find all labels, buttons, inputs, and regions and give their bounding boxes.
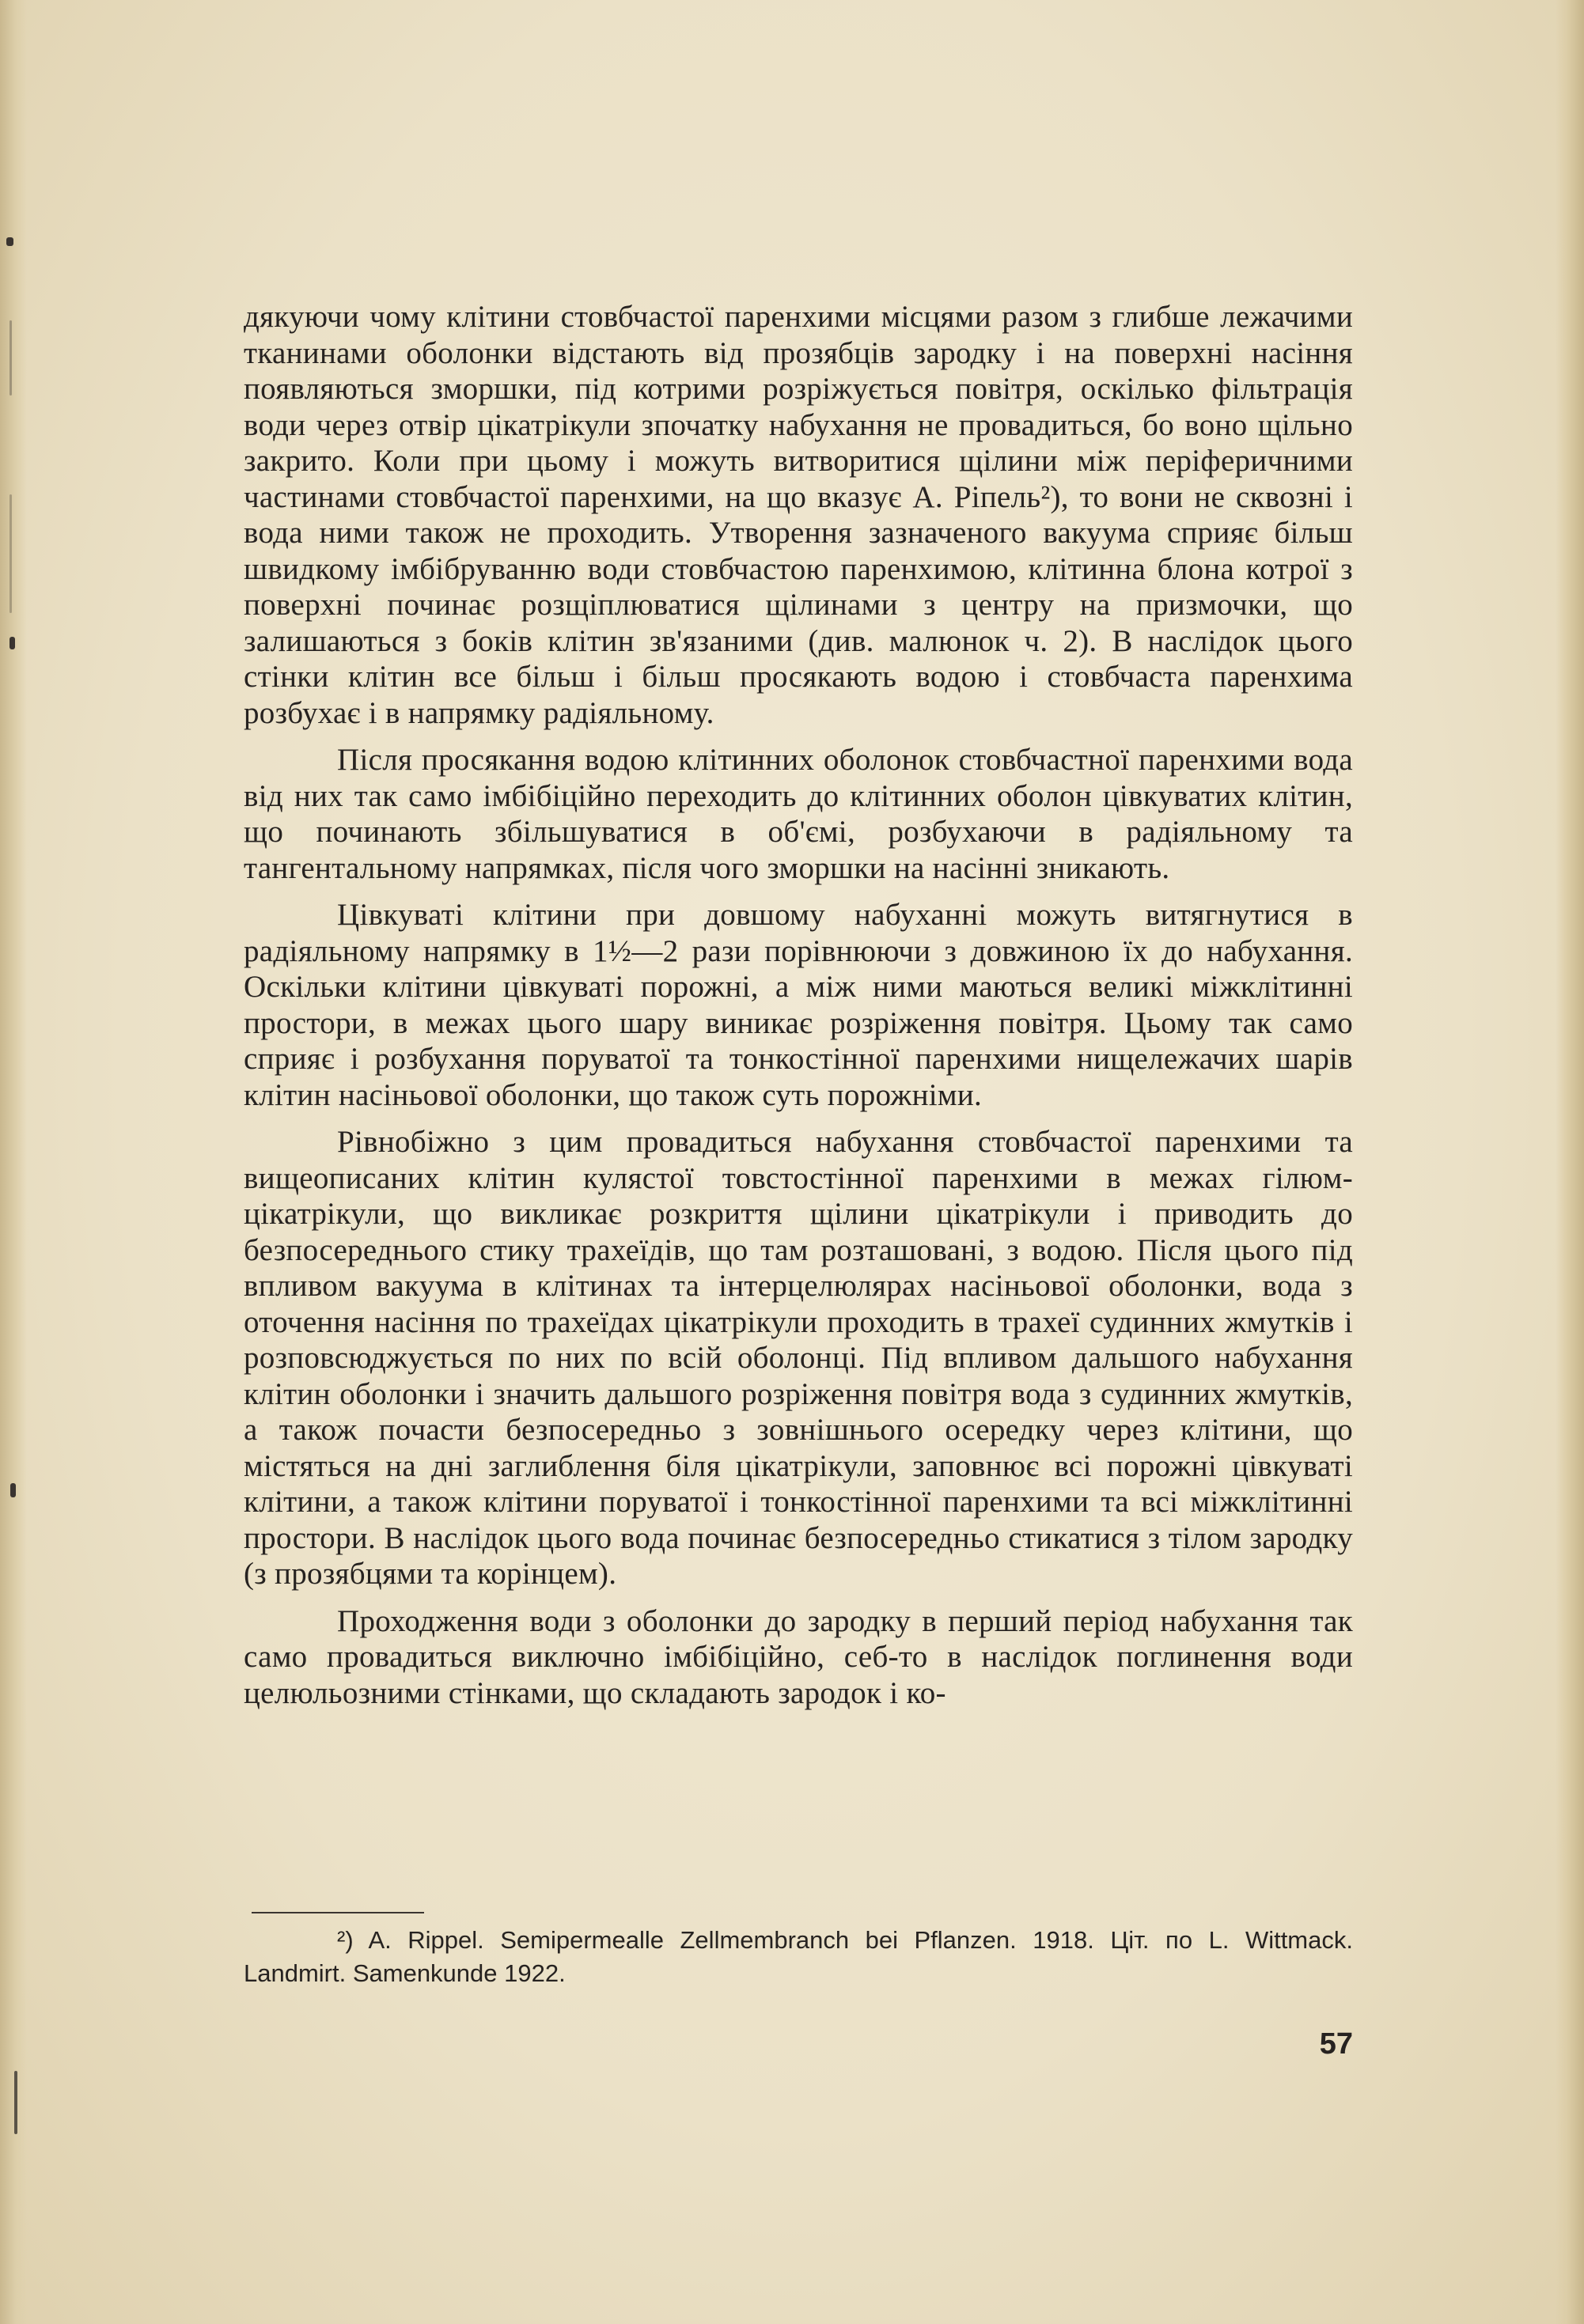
body-text xyxy=(244,299,1353,1722)
margin-speck xyxy=(9,320,12,396)
margin-speck xyxy=(9,637,15,649)
paragraph: Проходження води з оболонки до зародку в перший період набухання так само провадиться виключно імбібіційно, себ-то в наслідок поглинення води целюльозними стінками, що складають зародок і ко- xyxy=(244,1603,1353,1710)
margin-speck xyxy=(10,1483,16,1497)
paragraph: дякуючи чому клітини стовбчастої паренхими місцями разом з глибше лежачими тканинами оболонки відстають від прозябців зародку і на поверхні насіння появляються зморшки, під котрими розріжується повітря, оскілько фільтрація води через отвір цікатрікули зпочатку набухання не провадиться, бо воно щільно закрито. Коли при цьому і можуть витворитися щілини між періферичними частинами стовбчастої паренхими, на що вказує А. Ріпель²), то вони не сквозні і вода ними також не проходить. Утворення зазначеного вакуума сприяє більш швидкому імбібруванню води стовбчастою паренхимою, клітинна блона котрої з поверхні починає розщіплюватися щілинами з центру на призмочки, що залишаються з боків клітин зв'язаними (див. малюнок ч. 2). В наслідок цього стінки клітин все більш і більш просякають водою і стовбчаста паренхима розбухає і в напрямку радіяльному. xyxy=(244,300,1353,730)
footnote-separator xyxy=(252,1912,424,1913)
paragraph: Цівкуваті клітини при довшому набуханні можуть витягнутися в радіяльному напрямку в 1½—2 рази порівнюючи з довжиною їх до набухання. Оскільки клітини цівкуваті порожні, а між ними маються великі міжклітинні простори, в межах цього шару виникає розріження повітря. Цьому так само сприяє і розбухання поруватої та тонкостінної паренхими нищележачих шарів клітин насіньової оболонки, що також суть порожніми. xyxy=(244,898,1353,1112)
paragraph: Після просякання водою клітинних оболонок стовбчастної паренхими вода від них так само імбібіційно переходить до клітинних оболон цівкуватих клітин, що починають збільшуватися в об'ємі, розбухаючи в радіяльному та тангентальному напрямках, після чого зморшки на насінні зникають. xyxy=(244,743,1353,885)
paragraph: Рівнобіжно з цим провадиться набухання стовбчастої паренхими та вищеописаних клітин кулястої товстостінної паренхими в межах гілюм-цікатрікули, що викликає розкриття щілини цікатрікули і приводить до безпосереднього стику трахеїдів, що там розташовані, з водою. Після цього під впливом вакуума в клітинах та інтерцелюлярах насіньової оболонки, вода з оточення насіння по трахеїдах цікатрікули проходить в трахеї судинних жмутків і розповсюджується по них по всій оболонці. Під впливом дальшого набухання клітин оболонки і значить дальшого розріження повітря вода з судинних жмутків, а також почасти безпосередньо з зовнішнього осередку через клітини, що містяться на дні заглиблення біля цікатрікули, заповнює всі порожні цівкуваті клітини, а також клітини поруватої і тонкостінної паренхими та всі міжклітинні простори. В наслідок цього вода починає безпосередньо стикатися з тілом зародку (з прозябцями та корінцем). xyxy=(244,1125,1353,1591)
margin-speck xyxy=(9,494,12,613)
margin-speck xyxy=(14,2071,17,2134)
page-number: 57 xyxy=(1319,2027,1353,2061)
footnote: ²) A. Rippel. Semipermealle Zellmembranch bei Pflanzen. 1918. Ціт. по L. Wittmack. Landmirt. Samenkunde 1922. xyxy=(244,1926,1353,1987)
page-edge-left xyxy=(0,0,27,2324)
page-edge-right xyxy=(1556,0,1584,2324)
margin-speck xyxy=(6,237,13,246)
